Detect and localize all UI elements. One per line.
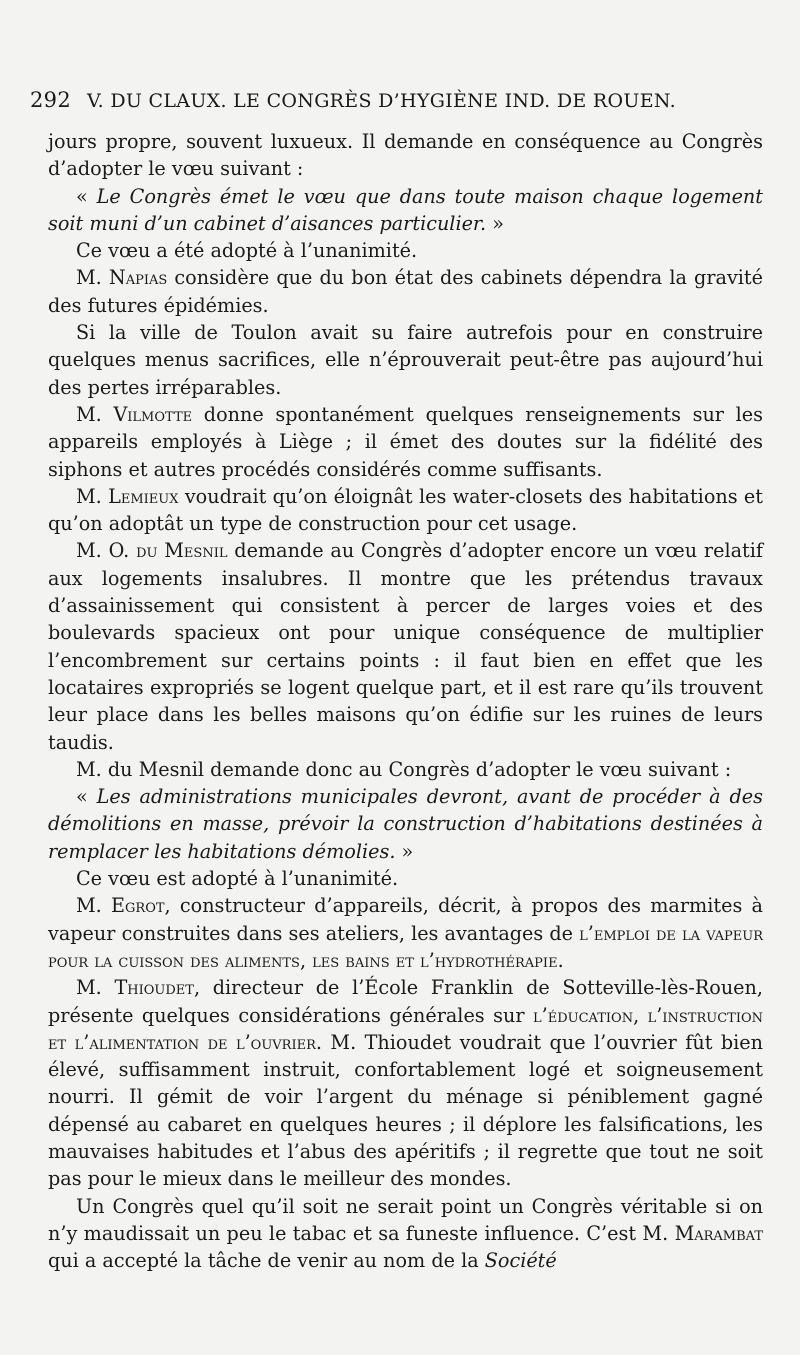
page-number: 292 bbox=[30, 88, 71, 112]
speaker-name: Marambat bbox=[674, 1221, 763, 1245]
paragraph: M. Lemieux voudrait qu’on éloignât les water-closets des habitations et qu’on adoptât un type de construction pour cet usage. bbox=[48, 484, 763, 536]
page-body bbox=[48, 128, 763, 1274]
paragraph: M. Egrot, constructeur d’appareils, décrit, à propos des marmites à vapeur construites dans ses ateliers, les avantages de l’emploi de la vapeur pour la cuisson des aliments, les bains et l’hydrothérapie. bbox=[48, 894, 764, 972]
speaker-name: Thioudet bbox=[114, 976, 194, 1000]
running-title: V. DU CLAUX. LE CONGRÈS D’HYGIÈNE IND. DE ROUEN. bbox=[86, 90, 676, 112]
paragraph: Ce vœu a été adopté à l’unanimité. bbox=[76, 239, 418, 263]
paragraph: M. Vilmotte donne spontanément quelques renseignements sur les appareils employés à Liège ; il émet des doutes sur la fidélité des siphons et autres procédés considérés comme suffisants. bbox=[48, 402, 763, 481]
paragraph: M. du Mesnil demande donc au Congrès d’adopter le vœu suivant : bbox=[76, 757, 732, 781]
running-header bbox=[30, 88, 770, 112]
speaker-name: Vilmotte bbox=[113, 402, 193, 426]
paragraph: M. Napias considère que du bon état des cabinets dépendra la gravité des futures épidémies. bbox=[48, 266, 763, 317]
speaker-name: du Mesnil bbox=[136, 539, 228, 563]
paragraph: Un Congrès quel qu’il soit ne serait point un Congrès véritable si on n’y maudissait un peu le tabac et sa funeste influence. C’est M. Marambat qui a accepté la tâche de venir au nom de la Société bbox=[48, 1194, 763, 1273]
paragraph: M. O. du Mesnil demande au Congrès d’adopter encore un vœu relatif aux logements insalubres. Il montre que les prétendus travaux d’assainissement qui consistent à percer de larges voies et des boulevards spacieux ont pour unique conséquence de multiplier l’encombrement sur certains points : il faut bien en effet que les locataires expropriés se logent quelque part, et il est rare qu’ils trouvent leur place dans les belles maisons qu’on édifie sur les ruines de leurs taudis. bbox=[48, 539, 763, 754]
paragraph-quote: « Les administrations municipales devront, avant de procéder à des démolitions en masse, prévoir la construction d’habitations destinées à remplacer les habitations démolies. » bbox=[48, 785, 763, 863]
paragraph: Ce vœu est adopté à l’unanimité. bbox=[76, 867, 399, 891]
paragraph: Si la ville de Toulon avait su faire autrefois pour en construire quelques menus sacrifices, elle n’éprouverait peut-être pas aujourd’hui des pertes irréparables. bbox=[48, 321, 763, 399]
speaker-name: Lemieux bbox=[108, 484, 179, 508]
paragraph: M. Thioudet, directeur de l’École Franklin de Sotteville-lès-Rouen, présente quelques considérations générales sur l’éducation, l’instruction et l’alimentation de l’ouvrier. M. Thioudet voudrait que l’ouvrier fût bien élevé, suffisamment instruit, confortablement logé et soigneusement nourri. Il gémit de voir l’argent du ménage si péniblement gagné dépensé au cabaret en quelques heures ; il déplore les falsifications, les mauvaises habitudes et l’abus des apéritifs ; il regrette que tout ne soit pas pour le mieux dans le meilleur des mondes. bbox=[48, 976, 763, 1191]
topic-smallcaps: l’emploi de la vapeur pour la cuisson des aliments, les bains et l’hydrothérapie bbox=[48, 921, 764, 972]
speaker-name: Napias bbox=[108, 266, 168, 290]
paragraph-quote: « Le Congrès émet le vœu que dans toute maison chaque logement soit muni d’un cabinet d’aisances particulier. » bbox=[48, 184, 763, 235]
speaker-name: Egrot bbox=[111, 894, 165, 918]
quoted-resolution: Le Congrès émet le vœu que dans toute maison chaque logement soit muni d’un cabinet d’aisances particulier. bbox=[48, 184, 763, 235]
paragraph: jours propre, souvent luxueux. Il demande en conséquence au Congrès d’adopter le vœu suivant : bbox=[48, 130, 763, 181]
quoted-resolution: Les administrations municipales devront, avant de procéder à des démolitions en masse, prévoir la construction d’habitations destinées à remplacer les habitations démolies. bbox=[48, 785, 763, 863]
topic-smallcaps: l’éducation, l’instruction et l’alimentation de l’ouvrier bbox=[48, 1003, 763, 1054]
